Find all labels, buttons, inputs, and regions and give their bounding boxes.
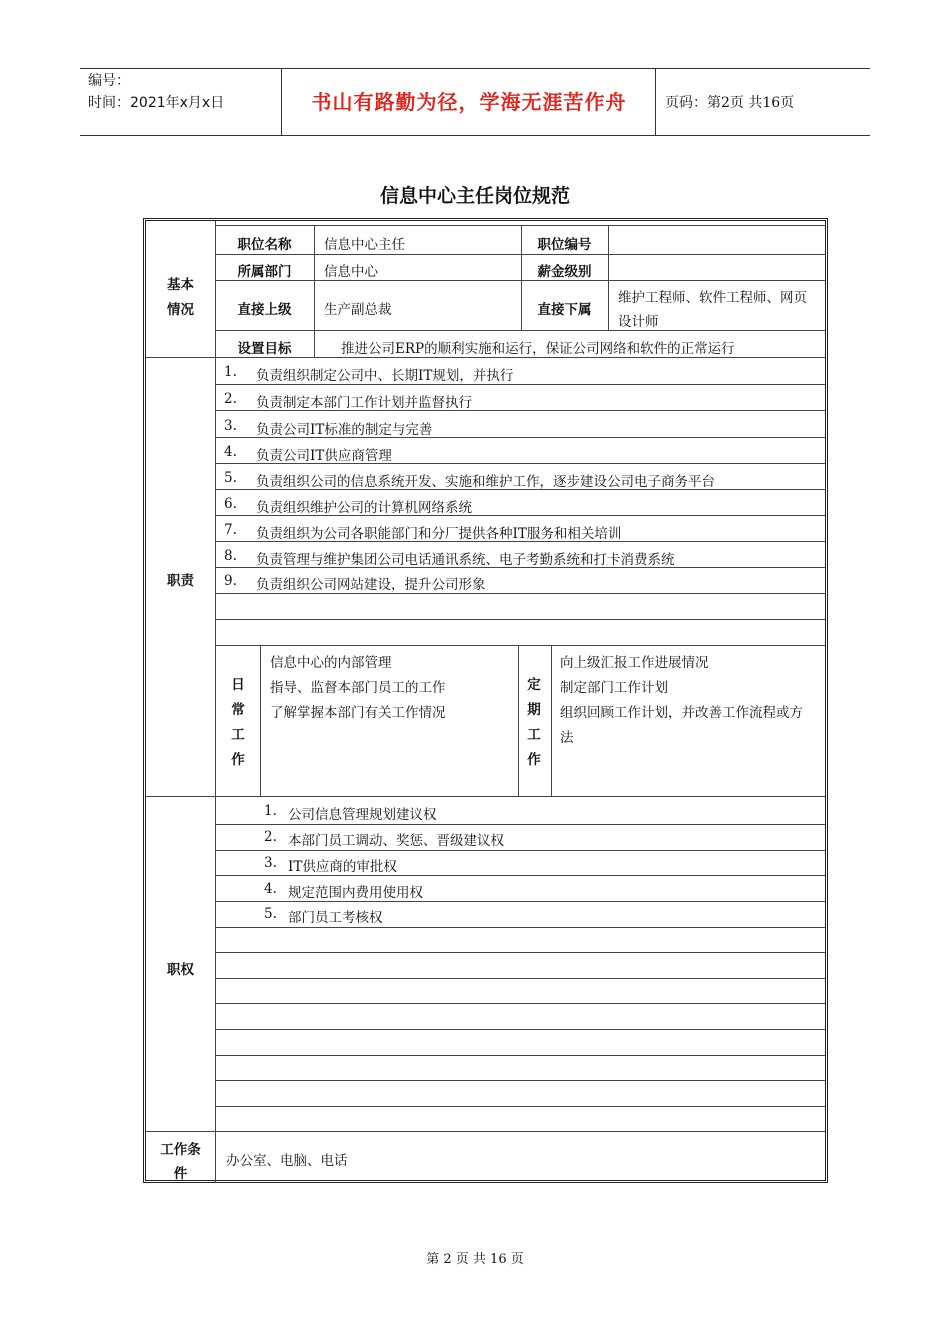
header-top-rule xyxy=(80,68,870,69)
duties-section-label: 职责 xyxy=(167,573,194,589)
basic-section-label: 基本 xyxy=(167,277,194,293)
row-rule xyxy=(215,1055,825,1056)
row-rule xyxy=(215,1106,825,1107)
cell-rule xyxy=(551,645,552,796)
row-rule xyxy=(215,384,825,385)
conditions-label-cont: 件 xyxy=(173,1166,188,1182)
header-divider xyxy=(655,68,656,136)
header-page-info: 页码：第2页 共16页 xyxy=(665,95,795,111)
document-time-label: 时间：2021年x月x日 xyxy=(88,95,225,111)
basic-section-label: 情况 xyxy=(167,302,194,318)
header-divider xyxy=(281,68,282,136)
cell-rule xyxy=(518,645,519,796)
row-rule xyxy=(215,978,825,979)
cell-rule xyxy=(314,225,315,357)
row-rule xyxy=(215,280,825,281)
row-rule xyxy=(215,875,825,876)
row-rule xyxy=(215,330,825,331)
goal-value: 推进公司ERP的顺利实施和运行，保证公司网络和软件的正常运行 xyxy=(341,341,735,357)
subordinate-value: 维护工程师、软件工程师、网页 xyxy=(618,290,807,306)
position-code-label: 职位编号 xyxy=(537,237,592,253)
section-column-rule xyxy=(215,221,216,1183)
salary-label: 薪金级别 xyxy=(537,264,592,280)
daily-work-label: 日 常 工 作 xyxy=(231,677,245,768)
periodic-work-label: 定 期 工 作 xyxy=(527,677,541,768)
row-rule xyxy=(215,254,825,255)
row-rule xyxy=(215,927,825,928)
section-rule xyxy=(146,796,825,797)
list-item: 向上级汇报工作进展情况 xyxy=(560,655,709,671)
page-footer: 第 2 页 共 16 页 xyxy=(426,1252,524,1267)
row-rule xyxy=(215,1029,825,1030)
conditions-label: 工作条 xyxy=(160,1142,201,1158)
cell-rule xyxy=(260,645,261,796)
row-rule xyxy=(215,645,825,646)
list-item: 组织回顾工作计划，并改善工作流程或方 xyxy=(560,705,803,721)
job-spec-form: 基本 情况 职位名称 信息中心主任 职位编号 所属部门 信息中心 薪金级别 直接上级 生产副总裁 直接下属 维护工程师、软件工程师、网页 设计师 设置目标 推进公司ERP的顺利实施和运行，保证公司网络和软件的正常运行 职责 1. 负责组织制定公司中、长期IT规划，并执行 2. 负责制定本部门工作计划并监督执行 3. 负责公司IT标准的制定与完善 4. 负责公司IT供应商管理 5. 负责组织公司的信息系统开发、实施和维护工作，逐步建设公司电子商务平台 6. 负责组织维护公司的计算机网络系统 7. 负责组织为公司各职能部门和分厂提供各种IT服务和相关培训 8. 负责管理与维护集团公司电话通讯系统、电子考勤系统和打卡消费系统 9. 负责组织公司网站建设，提升公司形象 日 常 工 作 信息中心的内部管理 指导、监督本部门员工的工作 了解掌握本部门有关工作情况 定 期 工 作 向上级汇报工作进展情况 制定部门工作计划 组织回顾工作计划，并改善工作流程或方 法 职权 1. 公司信息管理规划建议权 2. 本部门员工调动、奖惩、晋级建议权 3. IT供应商的审批权 4. 规定范围内费用使用权 5. 部门员工考核权 工作条 件 办公室、电脑、电话 xyxy=(143,218,828,1183)
header-meta xyxy=(88,70,224,114)
list-item: 制定部门工作计划 xyxy=(560,680,668,696)
superior-label: 直接上级 xyxy=(237,302,292,318)
row-rule xyxy=(215,619,825,620)
row-rule xyxy=(215,952,825,953)
superior-value: 生产副总裁 xyxy=(324,302,392,318)
row-rule xyxy=(215,593,825,594)
document-number-label: 编号： xyxy=(88,73,130,89)
list-item: 指导、监督本部门员工的工作 xyxy=(270,680,446,696)
list-item: 法 xyxy=(560,730,574,746)
row-rule xyxy=(215,901,825,902)
goal-label: 设置目标 xyxy=(237,341,292,357)
row-rule xyxy=(215,1003,825,1004)
position-name-value: 信息中心主任 xyxy=(324,237,405,253)
section-rule xyxy=(146,357,825,358)
row-rule xyxy=(215,850,825,851)
row-rule xyxy=(215,824,825,825)
page-title: 信息中心主任岗位规范 xyxy=(379,185,570,207)
department-label: 所属部门 xyxy=(237,264,292,280)
list-item: 了解掌握本部门有关工作情况 xyxy=(270,705,446,721)
section-rule xyxy=(146,1131,825,1132)
position-name-label: 职位名称 xyxy=(237,237,292,253)
header-slogan: 书山有路勤为径，学海无涯苦作舟 xyxy=(311,90,627,114)
authority-section-label: 职权 xyxy=(167,962,194,978)
conditions-value: 办公室、电脑、电话 xyxy=(226,1153,348,1169)
list-item: 信息中心的内部管理 xyxy=(270,655,392,671)
row-rule xyxy=(215,1080,825,1081)
cell-rule xyxy=(608,225,609,330)
header-bottom-rule xyxy=(80,135,870,136)
subordinate-value-cont: 设计师 xyxy=(618,314,659,330)
department-value: 信息中心 xyxy=(324,264,378,280)
row-rule xyxy=(215,225,825,226)
subordinate-label: 直接下属 xyxy=(537,302,592,318)
